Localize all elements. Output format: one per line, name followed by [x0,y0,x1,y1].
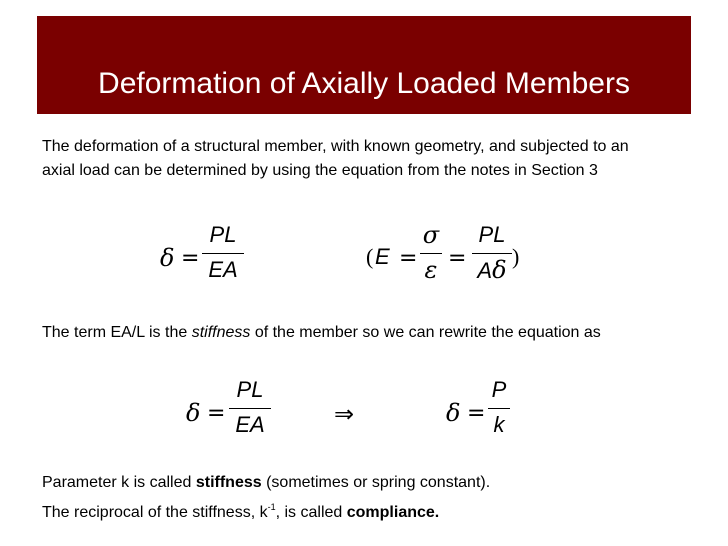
epsilon-symbol: ε [424,256,438,284]
fraction-pl-ea [229,377,271,440]
fraction-pl-ea [202,222,244,285]
sigma-symbol: σ [422,221,440,249]
denominator: EA [208,257,238,282]
numerator: P [491,377,507,402]
modulus-e: E [375,244,390,269]
fraction-sigma-eps [420,222,442,285]
close-paren: ) [512,244,520,269]
numerator: PL [478,222,506,247]
reciprocal-line: The reciprocal of the stiffness, $k^{-1}$, is called compliance. [42,502,440,521]
fraction-bar [229,408,271,409]
fraction-bar [202,253,244,254]
intro-paragraph: The deformation of a structural member, with known geometry, and subjected to an axial load can be determined by using the equation from the notes in Section 3 [42,138,629,179]
parameter-line: Parameter k is called stiffness (sometimes or spring constant). [42,474,491,491]
equals-sign: = [207,401,226,426]
delta-symbol: δ [446,399,461,427]
stiffness-paragraph: The term EA/L is the stiffness of the member so we can rewrite the equation as [42,324,601,341]
fraction-bar [420,253,442,254]
delta-symbol: δ [186,399,201,427]
open-paren: ( [366,244,374,269]
denominator: Aδ [477,256,507,284]
denominator: EA [235,412,265,437]
denominator: k [493,412,505,437]
delta-symbol: δ [160,244,175,272]
equals-sign: = [399,246,418,271]
numerator: PL [209,222,237,247]
title-banner [37,16,691,114]
fraction-bar [472,253,512,254]
fraction-p-k [488,377,510,440]
numerator: PL [236,377,264,402]
fraction-bar [488,408,510,409]
equals-sign: = [181,246,200,271]
implies-arrow: ⇒ [334,400,355,428]
page-title: Deformation of Axially Loaded Members [98,67,630,100]
equals-sign: = [467,401,486,426]
fraction-pl-adelta [472,222,512,285]
equals-sign: = [448,246,467,271]
